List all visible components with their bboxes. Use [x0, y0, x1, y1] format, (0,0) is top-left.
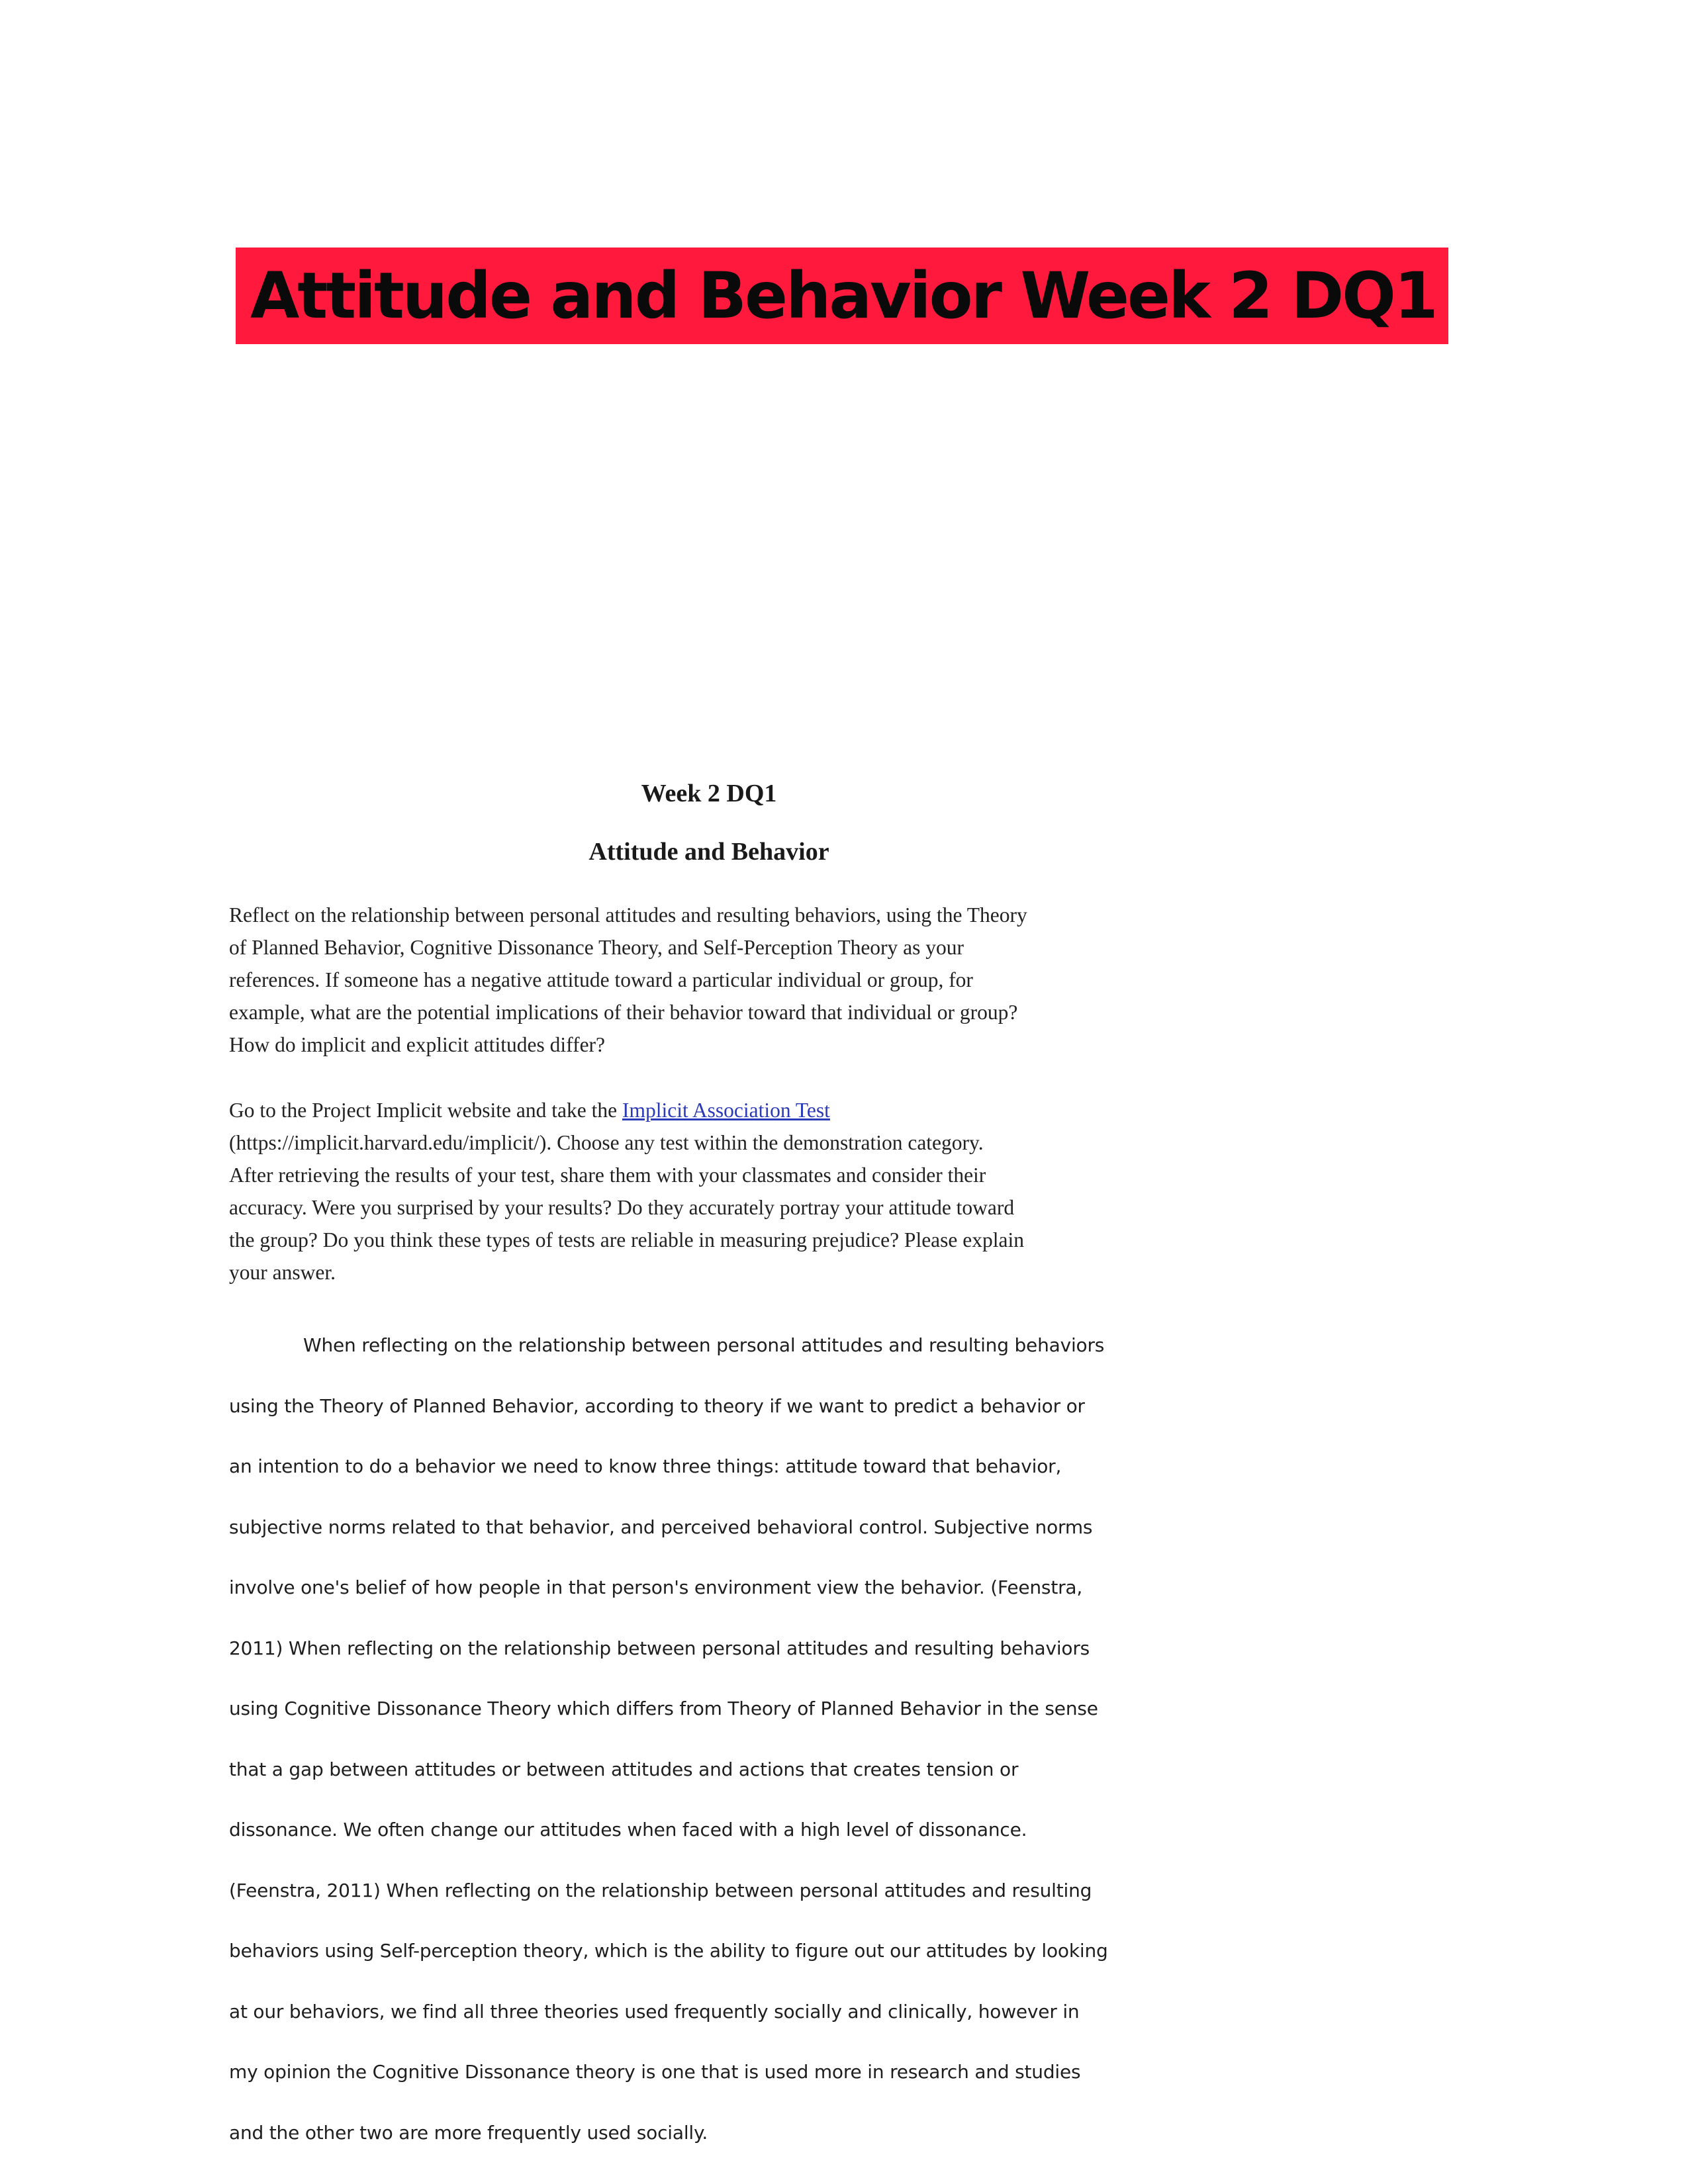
- answer-line: that a gap between attitudes or between attitudes and actions that creates tension or: [229, 1758, 1019, 1780]
- answer-paragraph: [229, 1315, 1209, 2163]
- prompt-2-prefix: Go to the Project Implicit website and take the: [229, 1099, 622, 1122]
- answer-line: using Cognitive Dissonance Theory which differs from Theory of Planned Behavior in the sense: [229, 1698, 1098, 1719]
- prompt-1-line: Reflect on the relationship between personal attitudes and resulting behaviors, using the Theory: [229, 903, 1027, 927]
- prompt-1-line: of Planned Behavior, Cognitive Dissonance Theory, and Self-Perception Theory as your: [229, 936, 964, 959]
- implicit-association-test-link[interactable]: Implicit Association Test: [622, 1099, 830, 1122]
- answer-line: using the Theory of Planned Behavior, according to theory if we want to predict a behavior or: [229, 1394, 1085, 1417]
- answer-line: dissonance. We often change our attitudes when faced with a high level of dissonance.: [229, 1819, 1027, 1841]
- prompt-paragraph-2: [229, 1094, 1209, 1289]
- prompt-1-line: references. If someone has a negative attitude toward a particular individual or group, for: [229, 968, 973, 991]
- prompt-paragraph-1: [229, 899, 1209, 1061]
- prompt-2-line: your answer.: [229, 1261, 336, 1284]
- answer-line: subjective norms related to that behavior, and perceived behavioral control. Subjective norms: [229, 1516, 1093, 1538]
- title-banner: [236, 248, 1448, 344]
- prompt-2-line: (https://implicit.harvard.edu/implicit/). Choose any test within the demonstration category.: [229, 1131, 984, 1154]
- answer-line: involve one's belief of how people in that person's environment view the behavior. (Feenstra,: [229, 1576, 1083, 1598]
- prompt-1-line: example, what are the potential implications of their behavior toward that individual or group?: [229, 1001, 1018, 1024]
- document-heading-topic: Attitude and Behavior: [588, 838, 829, 866]
- document-page: [229, 768, 1209, 2163]
- answer-line: (Feenstra, 2011) When reflecting on the relationship between personal attitudes and resulting: [229, 1879, 1092, 1901]
- answer-line: my opinion the Cognitive Dissonance theory is one that is used more in research and studies: [229, 2061, 1081, 2083]
- answer-line: behaviors using Self-perception theory, which is the ability to figure out our attitudes by looking: [229, 1940, 1108, 1962]
- prompt-2-line: After retrieving the results of your test, share them with your classmates and consider their: [229, 1163, 986, 1187]
- answer-line: an intention to do a behavior we need to know three things: attitude toward that behavior,: [229, 1455, 1062, 1477]
- banner-title: Attitude and Behavior Week 2 DQ1: [250, 259, 1436, 333]
- prompt-2-line: the group? Do you think these types of tests are reliable in measuring prejudice? Please explain: [229, 1228, 1024, 1251]
- prompt-2-line: accuracy. Were you surprised by your results? Do they accurately portray your attitude toward: [229, 1196, 1015, 1219]
- answer-line: 2011) When reflecting on the relationship between personal attitudes and resulting behaviors: [229, 1637, 1090, 1659]
- answer-line: and the other two are more frequently used socially.: [229, 2121, 708, 2144]
- prompt-1-line: How do implicit and explicit attitudes differ?: [229, 1033, 606, 1056]
- answer-line: at our behaviors, we find all three theories used frequently socially and clinically, however in: [229, 2000, 1080, 2023]
- document-heading-week: Week 2 DQ1: [641, 780, 777, 807]
- answer-line: When reflecting on the relationship between personal attitudes and resulting behaviors: [303, 1334, 1105, 1356]
